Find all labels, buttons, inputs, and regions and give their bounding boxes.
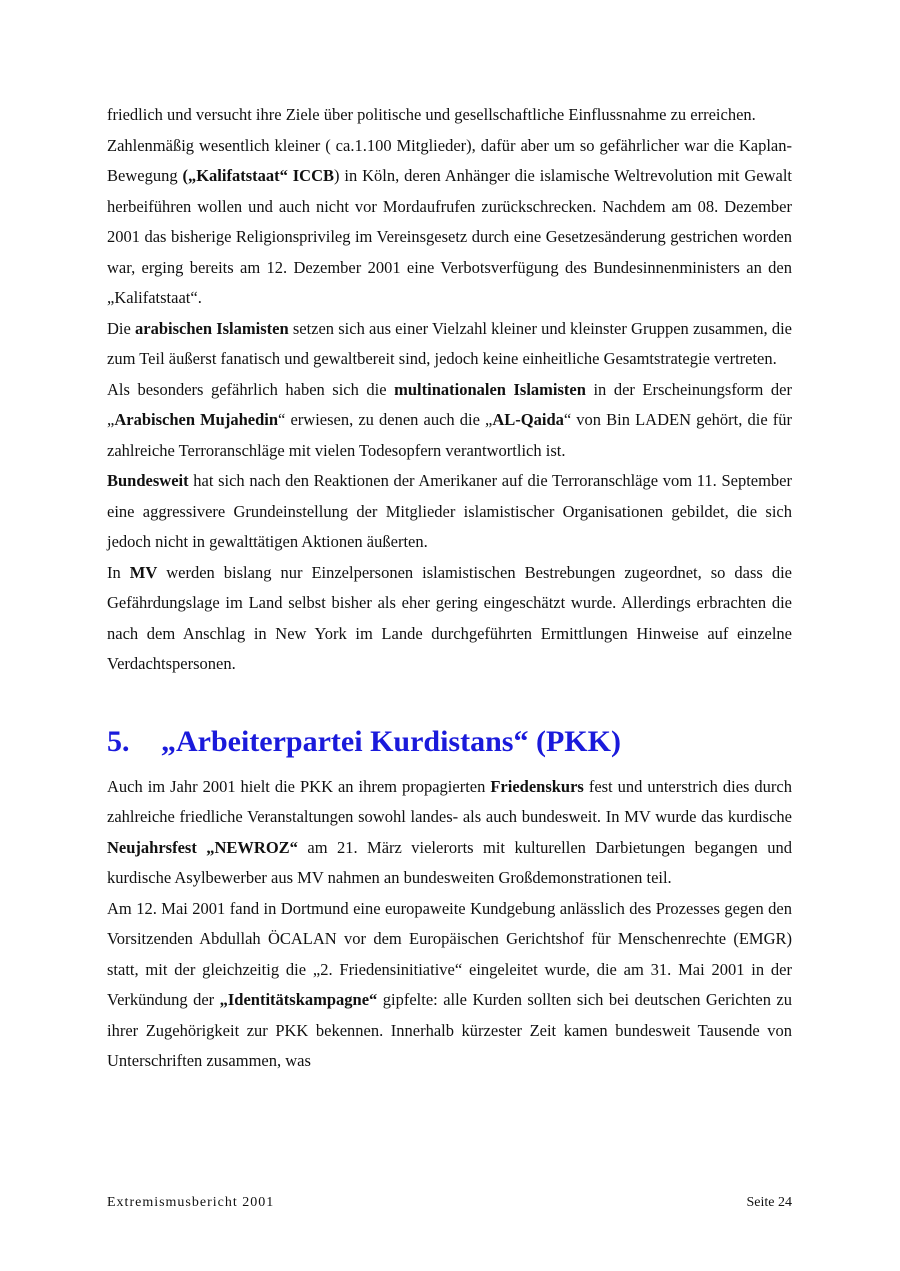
text-run: ) in Köln, deren Anhänger die islamische Weltrevolution mit Gewalt herbeiführen wollen und auch nicht vor Mordaufrufen zurückschrecken. Nachdem am 08. Dezember 2001 das bisherige Religionsprivileg im Vereinsgesetz durch eine Gesetzesänderung gestrichen worden war, erging bereits am 12. Dezember 2001 eine Verbotsverfügung des Bundesinnenministers an den „Kalifatstaat“. xyxy=(107,166,792,307)
section-title: „Arbeiterpartei Kurdistans“ (PKK) xyxy=(161,724,621,758)
bold-text: AL-Qaida xyxy=(492,410,564,429)
text-run: in der Erscheinungsform der „ xyxy=(107,379,792,429)
text-run: hat sich nach den Reaktionen der Amerikaner auf die Terroranschläge vom 11. September eine aggressivere Grundeinstellung der Mitglieder islamistischer Organisationen gebildet, die sich jedoch nicht in gewalttätigen Aktionen äußerten. xyxy=(107,471,792,551)
text-run: Am 12. Mai 2001 fand in Dortmund eine europaweite Kundgebung anlässlich des Prozesses gegen den Vorsitzenden Abdullah ÖCALAN vor dem Europäischen Gerichtshof für Menschenrechte (EMGR) statt, mit der gleichzeitig die „2. Friedensinitiative“ eingeleitet wurde, die am 31. Mai 2001 in der Verkündung der xyxy=(107,898,792,1009)
text-run: fest und unterstrich dies durch zahlreiche friedliche Veranstaltungen sowohl landes- als auch bundesweit. In MV wurde das kurdische xyxy=(107,776,792,826)
text-run: gipfelte: alle Kurden sollten sich bei deutschen Gerichten zu ihrer Zugehörigkeit zur PKK bekennen. Innerhalb kürzester Zeit kamen bundesweit Tausende von Unterschriften zusammen, was xyxy=(107,990,792,1070)
text-run: am 21. März vielerorts mit kulturellen Darbietungen begangen und kurdische Asylbewerber aus MV nahmen an bundesweiten Großdemonstrationen teil. xyxy=(107,837,792,887)
bold-text: Friedenskurs xyxy=(490,776,584,796)
paragraph xyxy=(107,772,792,894)
paragraph xyxy=(107,466,792,558)
text-run: Als besonders gefährlich haben sich die xyxy=(107,379,395,399)
bold-text: arabischen Islamisten xyxy=(135,318,289,338)
paragraph xyxy=(107,375,792,467)
text-run: In xyxy=(107,562,130,582)
text-run: “ von Bin LADEN gehört, die für zahlreiche Terroranschläge mit vielen Todesopfern verantwortlich ist. xyxy=(107,410,792,460)
top-paragraphs xyxy=(107,100,792,680)
bold-text: Bundesweit xyxy=(107,471,189,490)
bold-text: multinationalen Islamisten xyxy=(394,379,586,399)
footer-page-number: Seite 24 xyxy=(746,1195,792,1210)
paragraph xyxy=(107,314,792,375)
text-run: werden bislang nur Einzelpersonen islamistischen Bestrebungen zugeordnet, so dass die Gefährdungslage im Land selbst bisher als eher gering eingeschätzt wurde. Allerdings erbrachten die nach dem Anschlag in New York im Lande durchgeführten Ermittlungen Hinweise auf einzelne Verdachtspersonen. xyxy=(107,562,792,673)
bold-text: MV xyxy=(129,562,158,582)
text-run: Zahlenmäßig wesentlich kleiner ( ca.1.100 Mitglieder), dafür aber um so gefährlicher war die Kaplan-Bewegung xyxy=(107,135,792,185)
paragraph xyxy=(107,100,792,131)
section-number: 5. xyxy=(107,724,130,758)
document-body xyxy=(107,100,792,1077)
paragraph xyxy=(107,894,792,1077)
text-run: “ erwiesen, zu denen auch die „ xyxy=(278,410,493,429)
bold-text: („Kalifatstaat“ ICCB xyxy=(182,166,335,185)
footer-report-title: Extremismusbericht 2001 xyxy=(107,1195,275,1210)
bold-text: „Identitätskampagne“ xyxy=(219,990,378,1009)
bold-text: Arabischen Mujahedin xyxy=(114,410,279,429)
text-run: friedlich und versucht ihre Ziele über politische und gesellschaftliche Einflussnahme zu erreichen. xyxy=(107,105,756,124)
bold-text: Neujahrsfest „NEWROZ“ xyxy=(107,837,298,857)
text-run: Auch im Jahr 2001 hielt die PKK an ihrem propagierten xyxy=(107,776,491,796)
paragraph xyxy=(107,131,792,314)
page-footer xyxy=(107,1195,792,1211)
paragraph xyxy=(107,558,792,680)
bottom-paragraphs xyxy=(107,772,792,1077)
text-run: setzen sich aus einer Vielzahl kleiner und kleinster Gruppen zusammen, die zum Teil äußerst fanatisch und gewaltbereit sind, jedoch keine einheitliche Gesamtstrategie vertreten. xyxy=(107,318,793,368)
text-run: Die xyxy=(107,318,136,338)
section-heading xyxy=(107,722,792,762)
